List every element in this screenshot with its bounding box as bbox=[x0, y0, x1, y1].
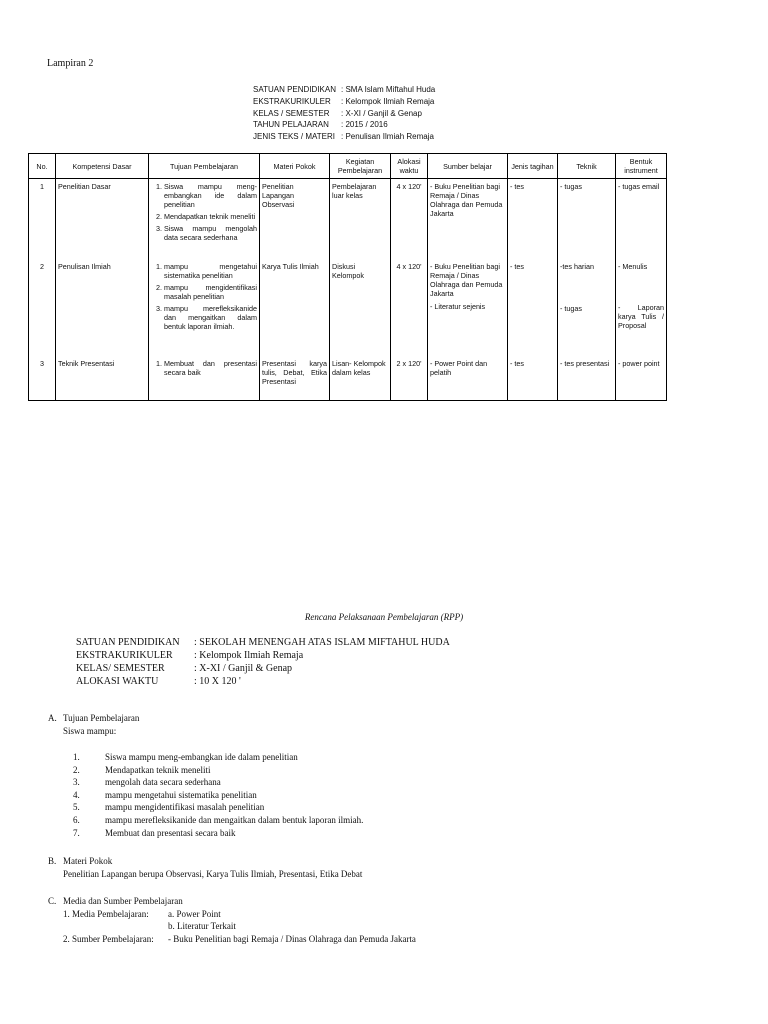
cell-kompetensi: Penelitian Dasar bbox=[56, 179, 149, 262]
meta-key: JENIS TEKS / MATERI bbox=[253, 132, 335, 142]
source-text: - Buku Penelitian bagi Remaja / Dinas Olahraga dan Pemuda Jakarta bbox=[168, 933, 416, 944]
media-row bbox=[48, 908, 416, 921]
meta-key: TAHUN PELAJARAN bbox=[253, 120, 329, 130]
list-item bbox=[430, 359, 505, 377]
table-row bbox=[29, 179, 667, 262]
source-text: Literatur sejenis bbox=[434, 301, 486, 311]
cell-kegiatan: Lisan- Kelompok dalam kelas bbox=[330, 359, 391, 401]
cell-bentuk bbox=[616, 262, 667, 359]
cell-jenis: - tes bbox=[508, 359, 558, 401]
table-row bbox=[29, 359, 667, 401]
dash-bullet: - bbox=[430, 358, 435, 368]
dash-bullet: - bbox=[430, 301, 435, 311]
meta-value: : 2015 / 2016 bbox=[341, 120, 388, 130]
cell-kegiatan: Pembelajaran luar kelas bbox=[330, 179, 391, 262]
section-intro: Siswa mampu: bbox=[63, 725, 117, 736]
list-item: 1. Membuat dan presentasi secara baik bbox=[164, 359, 257, 377]
column-header: Kompetensi Dasar bbox=[56, 154, 149, 179]
item-text: Siswa mampu meng-embangkan ide dalam penelitian bbox=[105, 752, 298, 762]
list-item bbox=[430, 262, 505, 298]
item-text: Membuat dan presentasi secara baik bbox=[105, 827, 236, 838]
column-header: No. bbox=[29, 154, 56, 179]
item-number: 3. bbox=[73, 777, 80, 788]
list-item: 1. mampu mengetahui sistematika penelitian bbox=[164, 262, 257, 280]
cell-sumber bbox=[428, 359, 508, 401]
meta-value: : SMA Islam Miftahul Huda bbox=[341, 85, 436, 94]
cell-kompetensi: Penulisan Ilmiah bbox=[56, 262, 149, 359]
cell-no: 3 bbox=[29, 359, 56, 401]
cell-jenis: - tes bbox=[508, 262, 558, 359]
cell-bentuk: - tugas email bbox=[616, 179, 667, 262]
section-title: Tujuan Pembelajaran bbox=[63, 713, 140, 723]
meta-value: : Kelompok Ilmiah Remaja bbox=[194, 650, 304, 661]
section-letter: B. bbox=[48, 856, 57, 866]
cell-tujuan bbox=[149, 262, 260, 359]
meta-key: SATUAN PENDIDIKAN bbox=[253, 85, 336, 94]
section-title: Materi Pokok bbox=[63, 856, 113, 866]
list-item: 2. mampu mengidentifikasi masalah penelitian bbox=[164, 283, 257, 301]
item-number: 5. bbox=[73, 802, 80, 813]
cell-kompetensi: Teknik Presentasi bbox=[56, 359, 149, 401]
cell-jenis: - tes bbox=[508, 179, 558, 262]
list-item bbox=[73, 814, 363, 827]
column-header: Sumber belajar bbox=[428, 154, 508, 179]
rpp-header-info bbox=[76, 636, 450, 688]
column-header: Tujuan Pembelajaran bbox=[149, 154, 260, 179]
list-item: 3. Siswa mampu mengolah data secara sederhana bbox=[164, 224, 257, 242]
cell-kegiatan: Diskusi Kelompok bbox=[330, 262, 391, 359]
column-header: Bentuk instrument bbox=[616, 154, 667, 179]
meta-value: : SEKOLAH MENENGAH ATAS ISLAM MIFTAHUL HUDA bbox=[194, 637, 450, 648]
teknik-item: - tugas bbox=[560, 303, 582, 313]
cell-bentuk: - power point bbox=[616, 359, 667, 401]
section-c bbox=[48, 895, 416, 945]
column-header: Alokasi waktu bbox=[391, 154, 428, 179]
table-header-row bbox=[29, 154, 667, 179]
cell-alokasi: 4 x 120' bbox=[391, 262, 428, 359]
list-item bbox=[73, 751, 363, 764]
dash-bullet: - bbox=[430, 182, 435, 191]
list-item: 3. mampu merefleksikanide dan mengaitkan dalam bentuk laporan ilmiah. bbox=[164, 304, 257, 331]
media-label: 1. Media Pembelajaran: bbox=[63, 908, 149, 919]
list-item: 2. Mendapatkan teknik meneliti bbox=[164, 212, 257, 221]
objectives-list bbox=[73, 751, 363, 839]
list-item: 1. Siswa mampu meng-embangkan ide dalam penelitian bbox=[164, 182, 257, 209]
meta-key: KELAS / SEMESTER bbox=[253, 108, 330, 118]
cell-alokasi: 2 x 120' bbox=[391, 359, 428, 401]
meta-value: : Kelompok Ilmiah Remaja bbox=[341, 96, 435, 106]
cell-sumber bbox=[428, 262, 508, 359]
item-text: Mendapatkan teknik meneliti bbox=[105, 764, 211, 775]
cell-no: 1 bbox=[29, 179, 56, 262]
media-item: a. Power Point bbox=[168, 908, 221, 919]
lampiran-label: Lampiran 2 bbox=[47, 58, 94, 69]
list-item bbox=[430, 182, 505, 218]
meta-value: : X-XI / Ganjil & Genap bbox=[194, 663, 293, 674]
meta-key: EKSTRAKURIKULER bbox=[253, 96, 331, 106]
item-text: mampu merefleksikanide dan mengaitkan dalam bentuk laporan ilmiah. bbox=[105, 814, 364, 825]
item-number: 7. bbox=[73, 827, 80, 838]
list-item bbox=[73, 764, 363, 777]
meta-value: : X-XI / Ganjil & Genap bbox=[341, 108, 422, 118]
list-item bbox=[73, 789, 363, 802]
document-header-info bbox=[253, 84, 435, 143]
bentuk-item: - Menulis bbox=[618, 261, 648, 271]
teknik-item: -tes harian bbox=[560, 261, 594, 271]
source-text: Buku Penelitian bagi Remaja / Dinas Olahraga dan Pemuda Jakarta bbox=[430, 261, 503, 298]
source-text: Power Point dan pelatih bbox=[430, 358, 488, 377]
section-a bbox=[48, 712, 139, 737]
list-item bbox=[73, 801, 363, 814]
source-label: 2. Sumber Pembelajaran: bbox=[63, 933, 154, 944]
column-header: Kegiatan Pembelajaran bbox=[330, 154, 391, 179]
cell-materi: Penelitian Lapangan Observasi bbox=[260, 179, 330, 262]
item-number: 1. bbox=[73, 752, 80, 762]
cell-sumber bbox=[428, 179, 508, 262]
cell-teknik bbox=[558, 262, 616, 359]
cell-teknik: - tugas bbox=[558, 179, 616, 262]
cell-materi: Karya Tulis Ilmiah bbox=[260, 262, 330, 359]
bentuk-item: - Laporan karya Tulis / Proposal bbox=[618, 302, 664, 330]
dash-bullet: - bbox=[430, 261, 435, 271]
meta-key: KELAS/ SEMESTER bbox=[76, 663, 165, 674]
section-body: Penelitian Lapangan berupa Observasi, Karya Tulis Ilmiah, Presentasi, Etika Debat bbox=[63, 868, 363, 879]
cell-no: 2 bbox=[29, 262, 56, 359]
media-item: b. Literatur Terkait bbox=[168, 921, 236, 932]
meta-value: : Penulisan Ilmiah Remaja bbox=[341, 132, 434, 142]
source-row bbox=[48, 933, 416, 946]
list-item bbox=[73, 827, 363, 840]
item-number: 6. bbox=[73, 814, 80, 825]
rpp-title: Rencana Pelaksanaan Pembelajaran (RPP) bbox=[304, 612, 464, 622]
list-item bbox=[430, 302, 505, 311]
source-text: Buku Penelitian bagi Remaja / Dinas Olahraga dan Pemuda Jakarta bbox=[430, 182, 503, 218]
list-item bbox=[73, 776, 363, 789]
item-text: mampu mengetahui sistematika penelitian bbox=[105, 789, 257, 800]
section-letter: A. bbox=[48, 713, 57, 723]
item-text: mampu mengidentifikasi masalah penelitian bbox=[105, 802, 265, 813]
column-header: Jenis tagihan bbox=[508, 154, 558, 179]
cell-alokasi: 4 x 120' bbox=[391, 179, 428, 262]
item-text: mengolah data secara sederhana bbox=[105, 777, 221, 788]
item-number: 4. bbox=[73, 789, 80, 800]
cell-teknik: - tes presentasi bbox=[558, 359, 616, 401]
item-number: 2. bbox=[73, 764, 80, 775]
cell-materi: Presentasi karya tulis, Debat, Etika Presentasi bbox=[260, 359, 330, 401]
table-row bbox=[29, 262, 667, 359]
column-header: Teknik bbox=[558, 154, 616, 179]
section-letter: C. bbox=[48, 896, 57, 906]
cell-tujuan bbox=[149, 359, 260, 401]
column-header: Materi Pokok bbox=[260, 154, 330, 179]
section-title: Media dan Sumber Pembelajaran bbox=[63, 896, 183, 906]
cell-tujuan bbox=[149, 179, 260, 262]
meta-value: : 10 X 120 ' bbox=[194, 676, 241, 687]
meta-key: EKSTRAKURIKULER bbox=[76, 650, 173, 661]
meta-key: ALOKASI WAKTU bbox=[76, 676, 159, 687]
meta-key: SATUAN PENDIDIKAN bbox=[76, 637, 180, 648]
syllabus-table bbox=[28, 153, 667, 401]
section-b bbox=[48, 855, 362, 880]
